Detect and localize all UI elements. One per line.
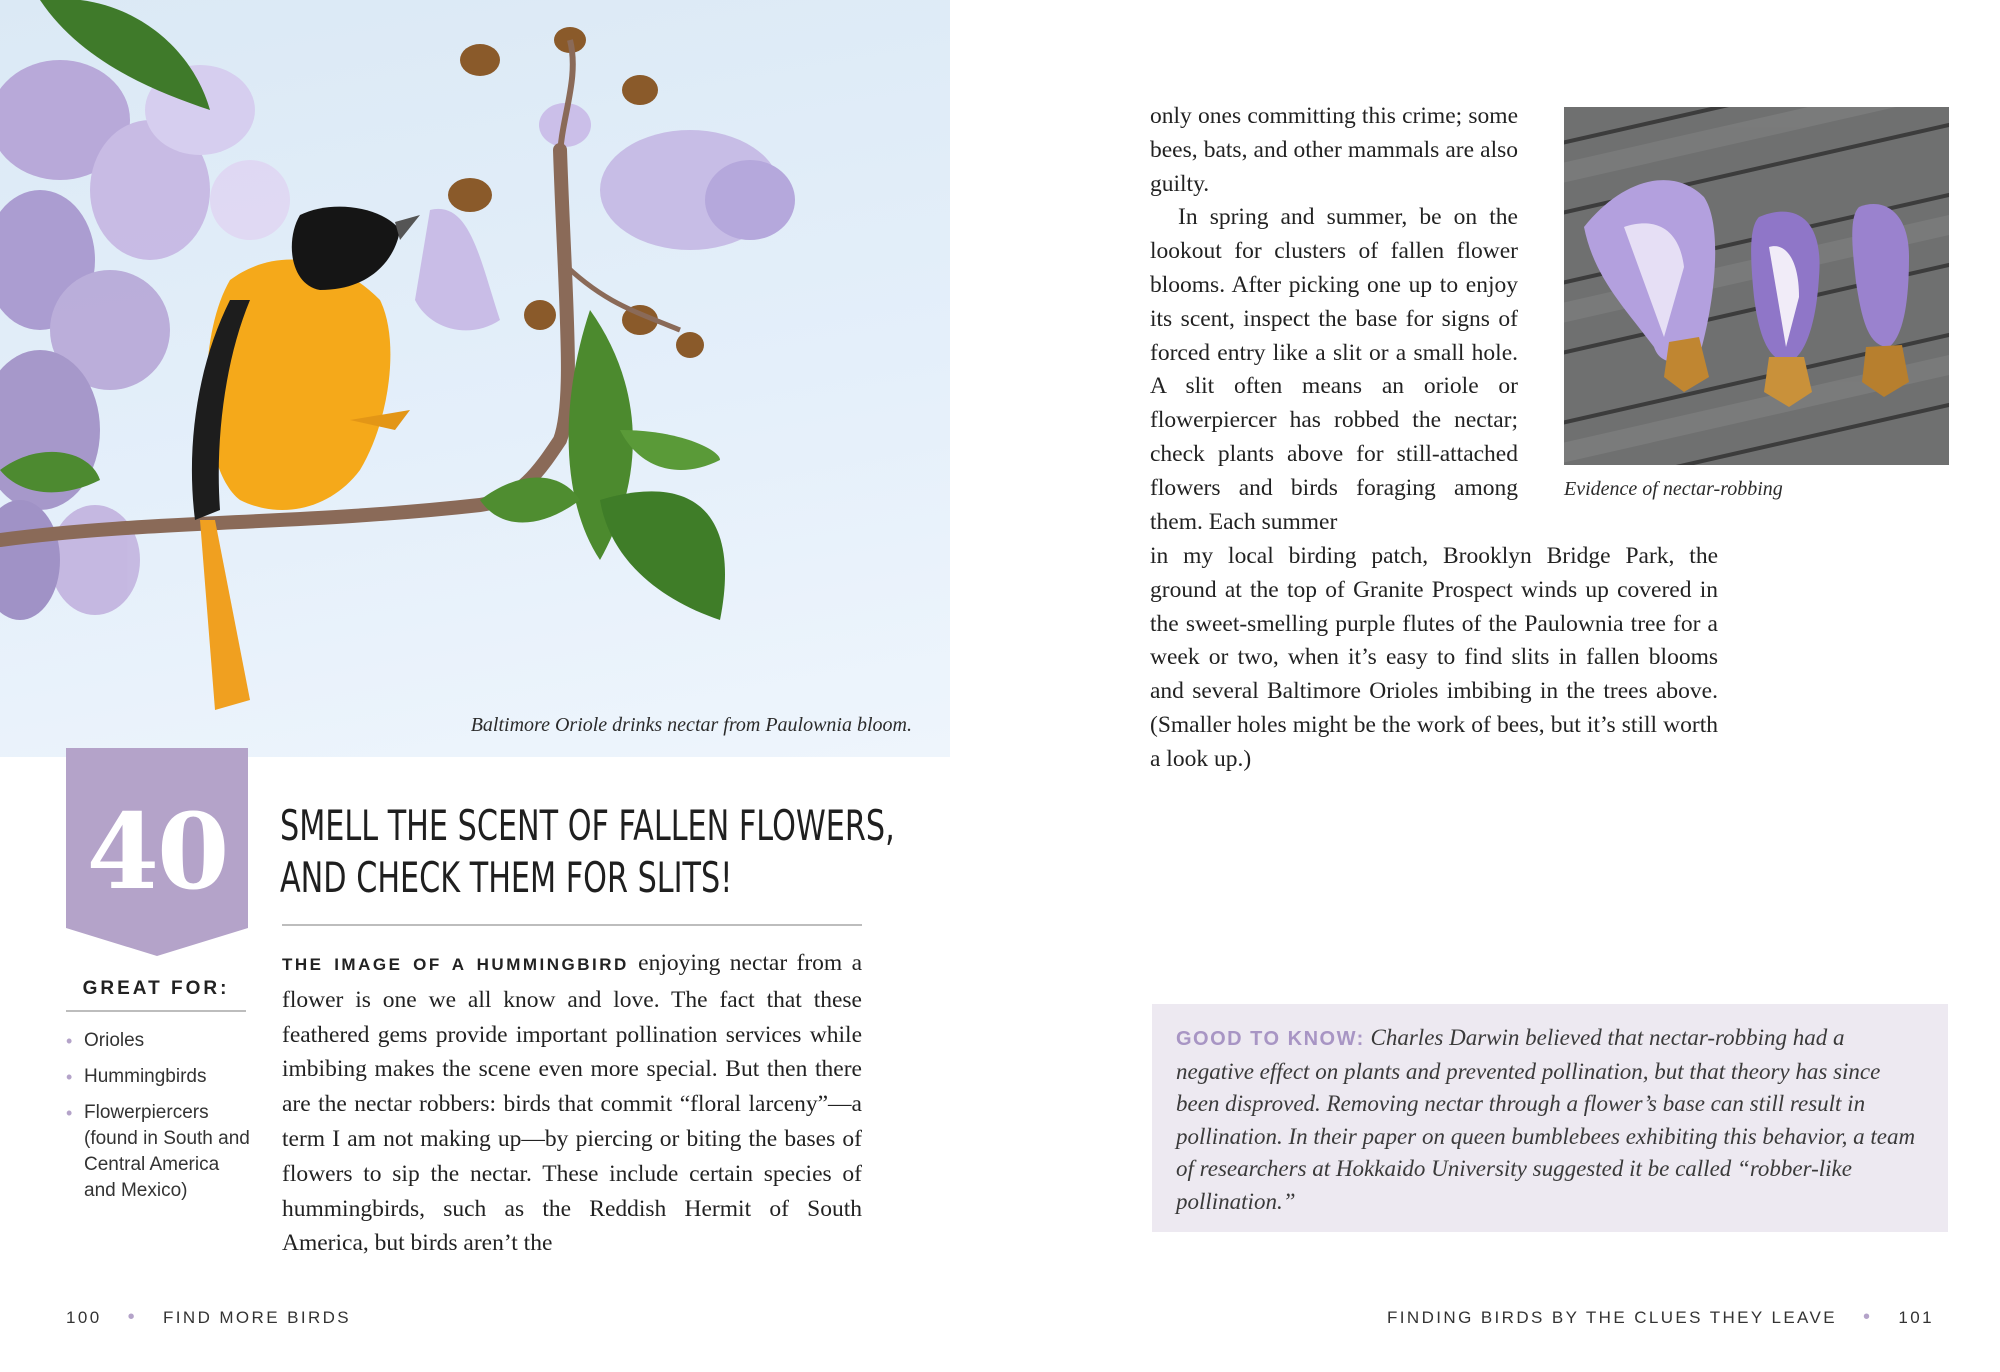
lead-in: THE IMAGE OF A HUMMINGBIRD	[282, 955, 629, 974]
bullet-icon: •	[127, 1306, 137, 1328]
good-to-know-label: GOOD TO KNOW:	[1176, 1028, 1365, 1050]
bullet-icon: •	[66, 1103, 73, 1123]
tip-heading-line-2: AND CHECK THEM FOR SLITS!	[280, 853, 733, 902]
page-number: 101	[1898, 1308, 1934, 1327]
body-paragraph: In spring and summer, be on the lookout for clusters of fallen flower blooms. After picking one up to enjoy its scent, inspect the base for signs of forced entry like a slit or a small hole. A slit often means an oriole or flowerpiercer has robbed the nectar; check plants above for still-attached flowers and birds foraging among them. Each summer	[1150, 204, 1518, 535]
section-title: FIND MORE BIRDS	[162, 1308, 352, 1327]
oriole-photo-caption: Baltimore Oriole drinks nectar from Paulownia bloom.	[470, 714, 912, 736]
list-item: • Hummingbirds	[66, 1064, 251, 1090]
good-to-know-text	[1176, 1022, 1928, 1219]
list-item: • Flowerpiercers (found in South and Central America and Mexico)	[66, 1102, 250, 1201]
body-text-right-bottom	[1150, 540, 1718, 777]
tip-heading-line-1: SMELL THE SCENT OF FALLEN FLOWERS,	[280, 801, 895, 850]
divider	[282, 924, 862, 926]
great-for-title: GREAT FOR:	[82, 978, 230, 999]
section-title: FINDING BIRDS BY THE CLUES THEY LEAVE	[1387, 1308, 1838, 1327]
great-for-list	[66, 1028, 251, 1214]
page-number: 100	[66, 1308, 102, 1327]
oriole-photo	[0, 0, 950, 757]
body-paragraph: enjoying nectar from a flower is one we all know and love. The fact that these feathered gems provide important pollination services while imbibing makes the scene even more special. But then there are the nectar robbers: birds that commit “floral larceny”—a term I am not making up—by piercing or biting the bases of flowers to sip the nectar. These include certain species of hummingbirds, such as the Reddish Hermit of South America, but birds aren’t the	[282, 950, 862, 1257]
divider	[66, 1010, 246, 1012]
bullet-icon: •	[66, 1067, 73, 1087]
body-text-right-top	[1150, 100, 1518, 539]
footer-left	[66, 1306, 351, 1329]
bullet-icon: •	[1863, 1306, 1873, 1328]
good-to-know-box	[1152, 1004, 1948, 1232]
body-paragraph: only ones committing this crime; some bees, bats, and other mammals are also guilty.	[1150, 103, 1518, 197]
list-item: • Orioles	[66, 1028, 251, 1054]
right-page	[1000, 0, 2000, 1372]
body-text-left	[282, 946, 862, 1261]
body-paragraph: in my local birding patch, Brooklyn Bridge Park, the ground at the top of Granite Prospect winds up covered in the sweet-smelling purple flutes of the Paulownia tree for a week or two, when it’s easy to find slits in fallen blooms and several Baltimore Orioles imbibing in the trees above. (Smaller holes might be the work of bees, but it’s still worth a look up.)	[1150, 543, 1718, 772]
tip-number: 40	[86, 790, 228, 913]
tip-heading	[280, 800, 895, 904]
blooms-photo	[1564, 107, 1949, 465]
footer-right	[1387, 1306, 1934, 1329]
bullet-icon: •	[66, 1031, 73, 1051]
tip-number-badge	[66, 748, 248, 956]
good-to-know-body: Charles Darwin believed that nectar-robbing had a negative effect on plants and prevented pollination, but that theory has since been disproved. Removing nectar through a flower’s base can still result in pollination. In their paper on queen bumblebees exhibiting this behavior, a team of researchers at Hokkaido University suggested it be called “robber-like pollination.”	[1176, 1025, 1916, 1214]
blooms-photo-caption: Evidence of nectar-robbing	[1564, 478, 1783, 500]
